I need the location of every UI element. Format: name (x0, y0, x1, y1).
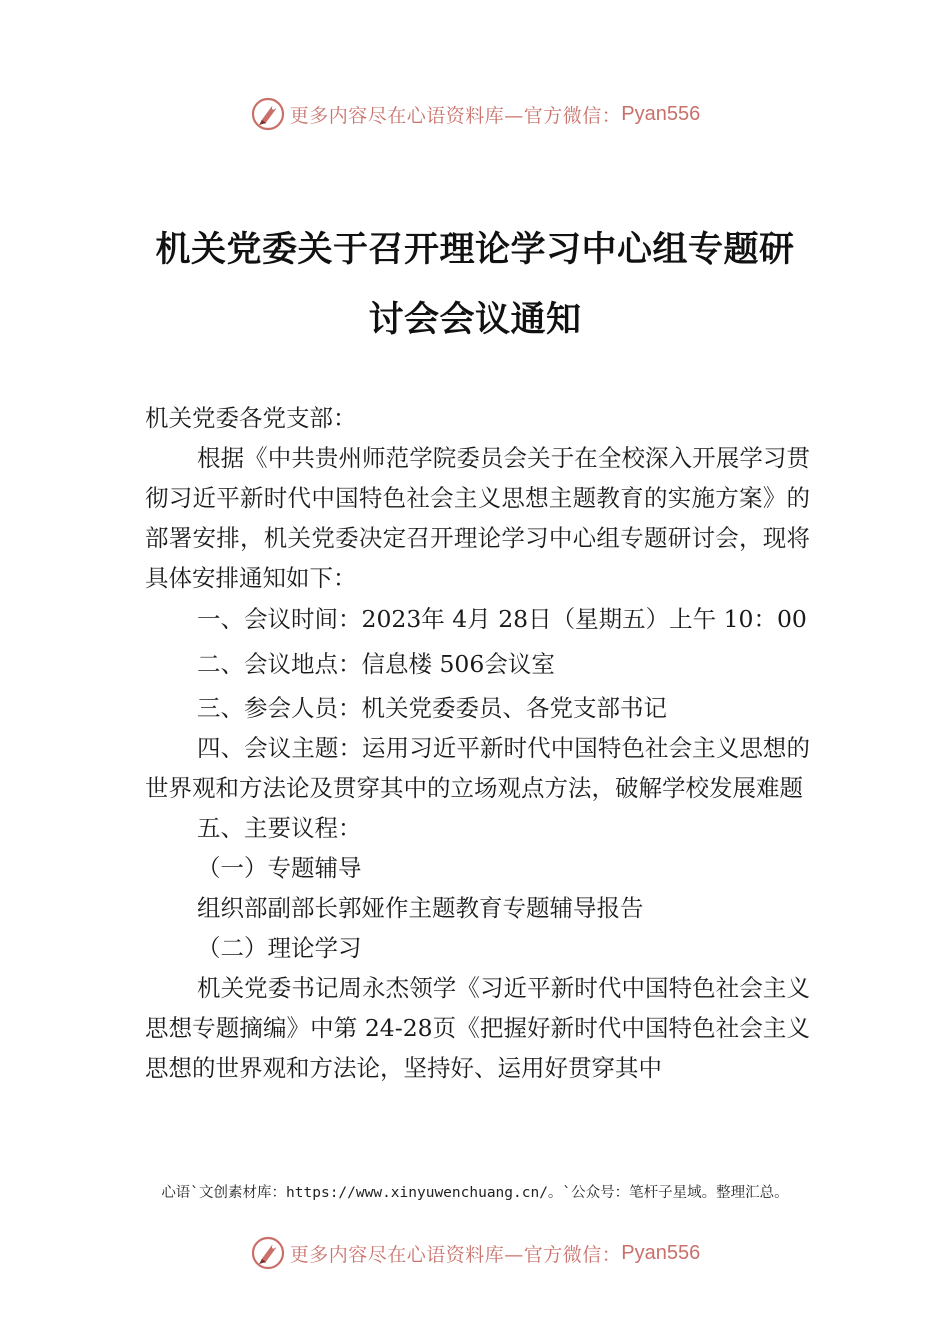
pen-nib-logo-icon (250, 1235, 286, 1271)
document-title-line1: 机关党委关于召开理论学习中心组专题研 (155, 229, 795, 270)
watermark-wechat-id: Pyan556 (621, 102, 701, 125)
watermark-banner-top (0, 94, 950, 134)
watermark-text: 更多内容尽在心语资料库—官方微信： (289, 104, 622, 127)
attendees-item: 三、参会人员：机关党委委员、各党支部书记 (197, 694, 667, 722)
meeting-theme-item: 四、会议主题：运用习近平新时代中国特色社会主义思想的世界观和方法论及贯穿其中的立场观点方法，破解学校发展难题 (145, 734, 810, 802)
watermark-wechat-id: Pyan556 (621, 1241, 701, 1264)
meeting-time-item: 一、会议时间：2023年 4月 28日（星期五）上午 10：00 (197, 605, 807, 633)
salutation: 机关党委各党支部： (145, 404, 357, 432)
document-body (145, 398, 810, 1088)
agenda-heading: 五、主要议程： (197, 814, 362, 842)
intro-paragraph: 根据《中共贵州师范学院委员会关于在全校深入开展学习贯彻习近平新时代中国特色社会主义思想主题教育的实施方案》的部署安排，机关党委决定召开理论学习中心组专题研讨会，现将具体安排通知如下： (145, 444, 810, 592)
document-title-line2: 讨会会议通知 (368, 299, 582, 340)
meeting-place-item: 二、会议地点：信息楼 506会议室 (197, 650, 555, 678)
watermark-banner-bottom (0, 1233, 950, 1273)
watermark-text: 更多内容尽在心语资料库—官方微信： (289, 1243, 622, 1266)
agenda-sub1-text: 组织部副部长郭娅作主题教育专题辅导报告 (197, 894, 644, 922)
agenda-sub2-text: 机关党委书记周永杰领学《习近平新时代中国特色社会主义思想专题摘编》中第 24-28页《把握好新时代中国特色社会主义思想的世界观和方法论，坚持好、运用好贯穿其中 (145, 974, 810, 1082)
pen-nib-logo-icon (250, 96, 286, 132)
agenda-sub1-title: （一）专题辅导 (197, 854, 362, 882)
agenda-sub2-title: （二）理论学习 (197, 934, 362, 962)
footer-source-note: 心语`文创素材库：https://www.xinyuwenchuang.cn/。`公众号：笔杆子星域。整理汇总。 (161, 1185, 789, 1201)
